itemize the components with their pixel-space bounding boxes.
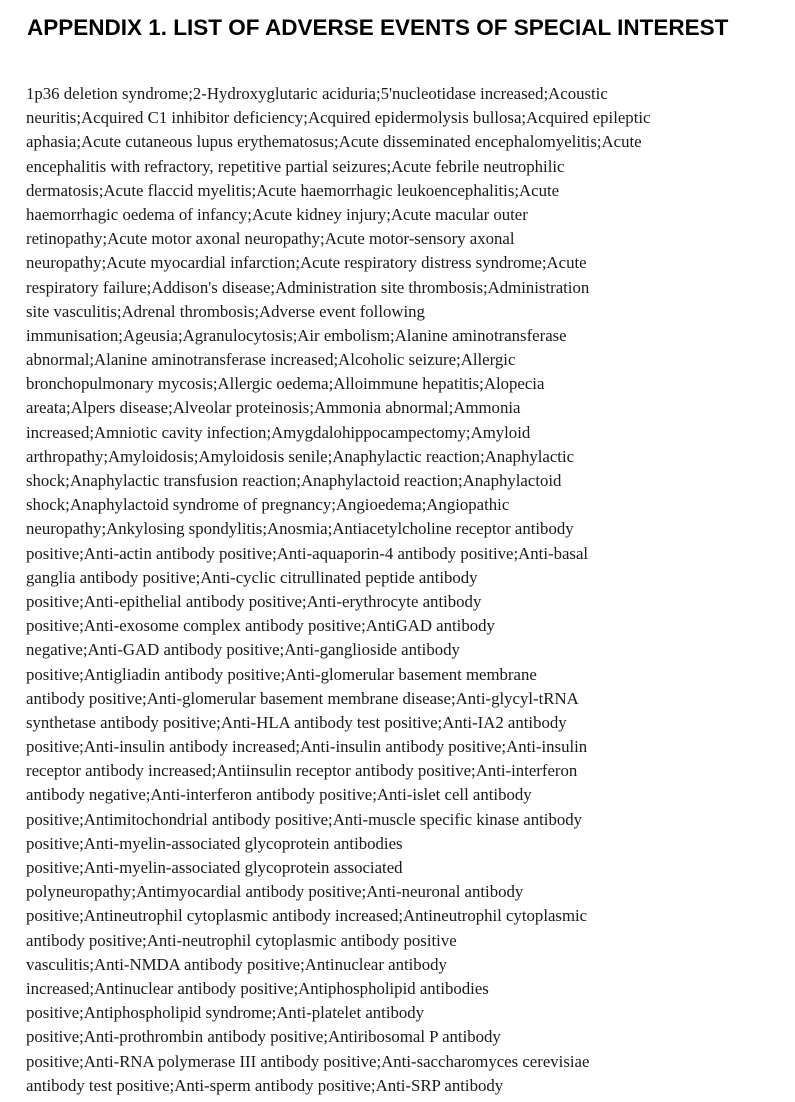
text-line: vasculitis;Anti-NMDA antibody positive;Antinuclear antibody (26, 954, 447, 974)
text-line: retinopathy;Acute motor axonal neuropathy;Acute motor-sensory axonal (26, 229, 515, 249)
text-line: receptor antibody increased;Antiinsulin receptor antibody positive;Anti-interferon (26, 761, 578, 781)
text-line: positive;Antiphospholipid syndrome;Anti-platelet antibody (26, 1003, 425, 1023)
text-line: positive;Antigliadin antibody positive;Anti-glomerular basement membrane (26, 664, 537, 684)
text-line: abnormal;Alanine aminotransferase increased;Alcoholic seizure;Allergic (26, 350, 516, 370)
text-line: areata;Alpers disease;Alveolar proteinosis;Ammonia abnormal;Ammonia (26, 398, 521, 418)
text-line: respiratory failure;Addison's disease;Administration site thrombosis;Administration (26, 277, 590, 297)
text-line: positive;Antineutrophil cytoplasmic antibody increased;Antineutrophil cytoplasmic (26, 906, 588, 926)
text-line: neuropathy;Acute myocardial infarction;Acute respiratory distress syndrome;Acute (26, 253, 587, 273)
text-line: 1p36 deletion syndrome;2-Hydroxyglutaric aciduria;5'nucleotidase increased;Acoustic (26, 84, 608, 103)
text-line: negative;Anti-GAD antibody positive;Anti-ganglioside antibody (26, 640, 460, 660)
text-line: antibody positive;Anti-neutrophil cytoplasmic antibody positive (26, 930, 457, 950)
text-line: shock;Anaphylactic transfusion reaction;Anaphylactoid reaction;Anaphylactoid (26, 471, 562, 490)
adverse-events-list (26, 82, 786, 1098)
text-line: arthropathy;Amyloidosis;Amyloidosis senile;Anaphylactic reaction;Anaphylactic (26, 446, 575, 466)
text-line: positive;Anti-myelin-associated glycoprotein antibodies (26, 833, 403, 853)
text-line: positive;Anti-prothrombin antibody positive;Antiribosomal P antibody (26, 1027, 501, 1047)
text-line: haemorrhagic oedema of infancy;Acute kidney injury;Acute macular outer (26, 204, 528, 224)
text-line: increased;Antinuclear antibody positive;Antiphospholipid antibodies (26, 978, 489, 998)
text-line: positive;Anti-exosome complex antibody positive;AntiGAD antibody (26, 616, 495, 636)
text-line: neuritis;Acquired C1 inhibitor deficiency;Acquired epidermolysis bullosa;Acquired epileptic (26, 108, 651, 128)
text-line: immunisation;Ageusia;Agranulocytosis;Air embolism;Alanine aminotransferase (26, 325, 567, 345)
text-line: positive;Anti-insulin antibody increased;Anti-insulin antibody positive;Anti-insulin (26, 737, 588, 757)
text-line: ganglia antibody positive;Anti-cyclic citrullinated peptide antibody (26, 567, 478, 587)
text-line: neuropathy;Ankylosing spondylitis;Anosmia;Antiacetylcholine receptor antibody (26, 519, 574, 539)
text-line: positive;Anti-epithelial antibody positive;Anti-erythrocyte antibody (26, 591, 482, 611)
page-title: APPENDIX 1. LIST OF ADVERSE EVENTS OF SPECIAL INTEREST (27, 15, 729, 40)
text-line: encephalitis with refractory, repetitive partial seizures;Acute febrile neutrophilic (26, 156, 565, 176)
text-line: antibody test positive;Anti-sperm antibody positive;Anti-SRP antibody (26, 1075, 504, 1095)
text-line: synthetase antibody positive;Anti-HLA antibody test positive;Anti-IA2 antibody (26, 712, 567, 732)
text-line: positive;Anti-myelin-associated glycoprotein associated (26, 858, 403, 877)
text-line: positive;Anti-actin antibody positive;Anti-aquaporin-4 antibody positive;Anti-basal (26, 543, 589, 563)
text-line: dermatosis;Acute flaccid myelitis;Acute haemorrhagic leukoencephalitis;Acute (26, 180, 560, 200)
text-line: positive;Antimitochondrial antibody positive;Anti-muscle specific kinase antibody (26, 809, 583, 829)
text-line: antibody negative;Anti-interferon antibody positive;Anti-islet cell antibody (26, 785, 532, 805)
text-line: shock;Anaphylactoid syndrome of pregnancy;Angioedema;Angiopathic (26, 495, 510, 515)
text-line: antibody positive;Anti-glomerular basement membrane disease;Anti-glycyl-tRNA (26, 688, 579, 708)
text-line: bronchopulmonary mycosis;Allergic oedema;Alloimmune hepatitis;Alopecia (26, 374, 545, 394)
text-line: polyneuropathy;Antimyocardial antibody positive;Anti-neuronal antibody (26, 882, 524, 902)
text-line: increased;Amniotic cavity infection;Amygdalohippocampectomy;Amyloid (26, 422, 531, 442)
text-line: aphasia;Acute cutaneous lupus erythematosus;Acute disseminated encephalomyelitis;Acute (26, 132, 642, 152)
text-line: positive;Anti-RNA polymerase III antibody positive;Anti-saccharomyces cerevisiae (26, 1051, 590, 1071)
text-line: site vasculitis;Adrenal thrombosis;Adverse event following (26, 301, 425, 321)
